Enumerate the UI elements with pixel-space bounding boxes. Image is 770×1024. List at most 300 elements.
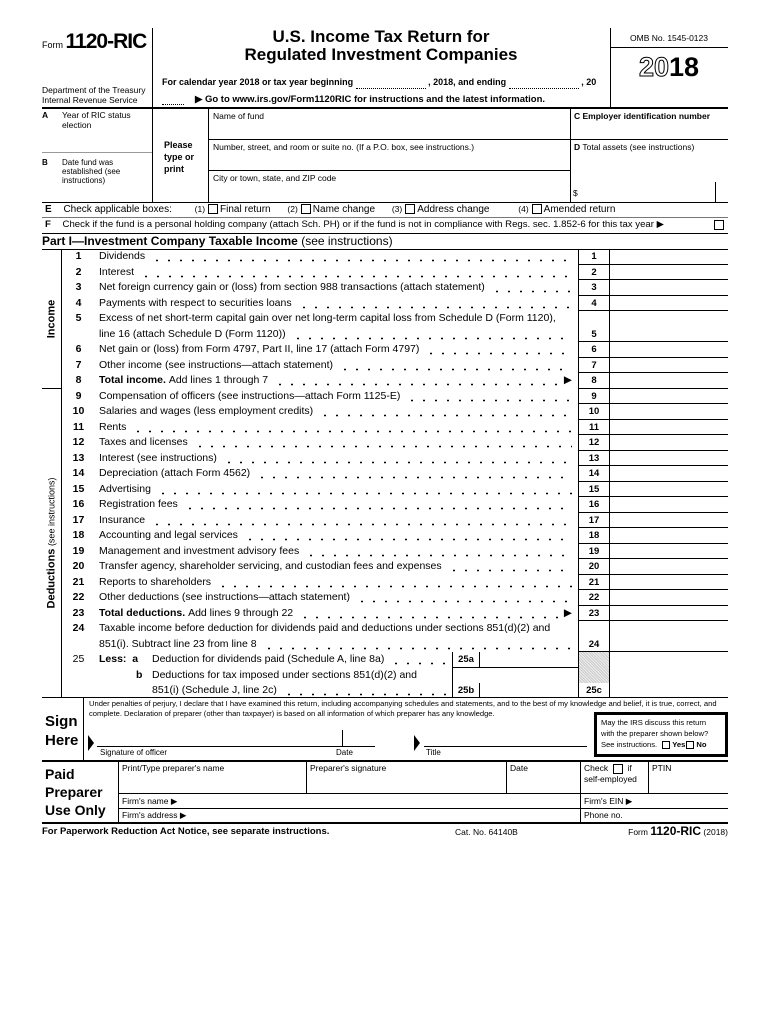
line-amount-field[interactable] [610, 296, 728, 312]
line-8 [62, 373, 728, 389]
personal-holding-checkbox[interactable] [714, 220, 724, 230]
preparer-signature-label: Preparer's signature [310, 763, 387, 773]
tax-year-end-label: , 2018, and ending [428, 77, 507, 87]
tax-year-20-label: , 20 [581, 77, 597, 87]
opt-num: (2) [287, 204, 298, 214]
title-label: Title [426, 748, 441, 757]
paid-preparer-title [45, 765, 106, 819]
line-text: Management and investment advisory fees [99, 544, 300, 557]
title-arrow-icon [414, 735, 420, 751]
line-amount-field[interactable] [610, 590, 728, 606]
part1-subtitle: (see instructions) [297, 234, 393, 248]
line-amount-field[interactable] [610, 544, 728, 560]
line-9 [62, 389, 728, 405]
line-text: Taxes and licenses [99, 436, 188, 448]
address-change-option[interactable] [392, 204, 490, 215]
preparer-name-label: Print/Type preparer's name [122, 763, 225, 773]
line-amount-field[interactable] [610, 342, 728, 358]
line-7 [62, 358, 728, 374]
footer-year: (2018) [703, 827, 728, 837]
line-number: 9 [75, 389, 82, 402]
line-description [95, 590, 578, 606]
line-text: Registration fees [99, 498, 178, 510]
tax-year-end-input[interactable] [509, 73, 579, 88]
line-18 [62, 528, 728, 544]
line-description [95, 497, 578, 513]
title-field[interactable] [424, 728, 587, 746]
form-label: Form [42, 40, 63, 50]
line-14 [62, 466, 728, 482]
tax-year-end-year-input[interactable] [162, 89, 184, 104]
if-label: if [627, 763, 632, 773]
preparer-text: Preparer [45, 784, 103, 800]
line-19 [62, 544, 728, 560]
line-amount-field[interactable] [610, 451, 728, 467]
line-amount-field[interactable] [610, 358, 728, 374]
signature-of-officer-label: Signature of officer [100, 748, 168, 757]
line-15 [62, 482, 728, 498]
line-amount-field[interactable] [610, 466, 728, 482]
line-amount-field[interactable] [610, 497, 728, 513]
line-description [95, 311, 578, 327]
line-text: Compensation of officers (see instructions—attach Form 1125-E) [99, 389, 401, 402]
deductions-label: Deductions [45, 548, 58, 609]
check-label: Check [584, 763, 609, 773]
form-number: 1120-RIC [65, 30, 147, 53]
line-25b-box: 25b [452, 683, 480, 698]
line-box-number: 18 [578, 528, 610, 544]
line-text: Depreciation (attach Form 4562) [99, 467, 251, 479]
preparer-date-field[interactable] [506, 761, 580, 793]
line-25c-amount[interactable] [610, 683, 728, 698]
phone-field[interactable] [580, 809, 728, 822]
line-number: 15 [72, 482, 85, 495]
dot-leader [339, 358, 572, 374]
line-25b-text-1: Deductions for tax imposed under sections 851(d)(2) and [152, 668, 417, 681]
final-return-label: Final return [220, 204, 271, 215]
dot-leader [356, 590, 572, 606]
paid-text: Paid [45, 766, 75, 782]
dot-leader [140, 265, 572, 281]
line-text: Net gain or (loss) from Form 4797, Part II, line 17 (attach Form 4797) [99, 343, 420, 355]
line-box-number: 16 [578, 497, 610, 513]
arrow-icon: ▶ [563, 374, 572, 386]
line-description [95, 544, 578, 560]
instructions-link[interactable]: ▶ Go to www.irs.gov/Form1120RIC for instructions and the latest information. [195, 94, 546, 105]
opt-num: (3) [391, 204, 403, 214]
line-24 [62, 637, 728, 653]
line-description [95, 389, 578, 405]
line-box-number: 23 [578, 606, 610, 622]
f-letter: F [45, 219, 51, 230]
field-b [42, 158, 152, 185]
personal-holding-row [45, 219, 728, 230]
arrow-icon: ▶ [563, 606, 572, 619]
line-box-number: 17 [578, 513, 610, 529]
ptin-field[interactable] [648, 761, 728, 793]
dot-leader [425, 342, 572, 358]
line-text: Taxable income before deduction for dividends paid and deductions under sections 851(d)(2) and [99, 622, 551, 634]
line-text: Rents [99, 420, 127, 433]
line-text: Add lines 1 through 7 [168, 374, 269, 386]
line-amount-field[interactable] [610, 575, 728, 591]
line-box-number: 7 [578, 358, 610, 374]
line-description [95, 435, 578, 451]
firm-name-label: Firm's name ▶ [122, 796, 178, 806]
line-number: 24 [72, 622, 85, 634]
line-description [95, 559, 578, 575]
line-number [62, 637, 95, 653]
dollar-sign: $ [573, 188, 578, 198]
line-box-number: 1 [578, 249, 610, 265]
line-description [95, 451, 578, 467]
line-22 [62, 590, 728, 606]
fund-name-label: Name of fund [213, 111, 265, 121]
line-text: Interest (see instructions) [99, 451, 217, 464]
dot-leader [298, 296, 572, 312]
d-label: Total assets (see instructions) [582, 142, 695, 152]
firm-name-field[interactable] [118, 794, 580, 808]
line-text: Other income (see instructions—attach statement) [99, 358, 334, 371]
footer-form-id [628, 824, 728, 838]
sign-here-title [45, 712, 78, 750]
line-amount-field[interactable] [610, 482, 728, 498]
e-letter: E [45, 204, 52, 215]
line-4 [62, 296, 728, 312]
line-text: Net foreign currency gain or (loss) from section 988 transactions (attach statement) [99, 281, 485, 293]
final-return-checkbox[interactable] [208, 204, 218, 214]
irs-discuss-text: May the IRS discuss this return with the preparer shown below? See instructions. [601, 718, 709, 749]
line-box-number: 12 [578, 435, 610, 451]
line-box-number: 22 [578, 590, 610, 606]
line-text: Other deductions (see instructions—attach statement) [99, 591, 350, 603]
line-number: 25 [72, 653, 85, 665]
line-number: 2 [75, 265, 82, 278]
b-label: Date fund was established (see instructions) [62, 158, 121, 185]
line-number: 11 [72, 420, 85, 433]
preparer-signature-field[interactable] [306, 761, 506, 793]
line-amount-field[interactable] [610, 606, 728, 622]
line-25 [62, 652, 728, 698]
tax-year-begin-input[interactable] [356, 73, 426, 88]
line-box-number: 3 [578, 280, 610, 296]
line-description [95, 466, 578, 482]
line-bold-text: Total deductions. [99, 606, 186, 619]
line-11 [62, 420, 728, 436]
address-change-label: Address change [417, 204, 490, 215]
line-number: 16 [72, 498, 85, 510]
line-amount-field[interactable] [610, 280, 728, 296]
dot-leader [448, 559, 572, 575]
deductions-section-label [42, 388, 62, 698]
self-employed-checkbox[interactable] [613, 764, 623, 774]
line-description [95, 404, 578, 420]
line-12 [62, 435, 728, 451]
officer-signature-field[interactable] [97, 728, 341, 746]
shaded-area [578, 652, 610, 683]
line-amount-field[interactable] [610, 559, 728, 575]
dot-leader [292, 327, 572, 343]
dot-leader [305, 544, 572, 560]
tax-year [610, 52, 728, 83]
line-number: 22 [72, 591, 85, 603]
line-1 [62, 249, 728, 265]
here-text: Here [45, 732, 79, 749]
line-number [62, 327, 95, 343]
irs-discuss-box [594, 712, 728, 757]
line-25a-box: 25a [452, 652, 480, 668]
line-description [95, 296, 578, 312]
line-description [95, 513, 578, 529]
line-amount-field[interactable] [610, 435, 728, 451]
field-a [42, 110, 152, 130]
line-description [95, 342, 578, 358]
line-25a-letter: a [132, 653, 139, 665]
line-text: Dividends [99, 250, 146, 262]
discuss-yes-checkbox[interactable] [662, 741, 670, 749]
line-number: 12 [72, 436, 85, 448]
line-box-number: 9 [578, 389, 610, 405]
tax-year-begin-label: For calendar year 2018 or tax year beginning [162, 77, 354, 87]
line-25a-amount[interactable] [480, 652, 578, 668]
amended-return-option[interactable] [518, 204, 615, 215]
department: Department of the Treasury [42, 85, 146, 95]
e-label: Check applicable boxes: [63, 204, 172, 215]
agency: Internal Revenue Service [42, 95, 138, 105]
line-2 [62, 265, 728, 281]
opt-num: (4) [518, 204, 529, 214]
line-amount-field[interactable] [610, 513, 728, 529]
line-box-number: 20 [578, 559, 610, 575]
line-20 [62, 559, 728, 575]
line-amount-field[interactable] [610, 637, 728, 653]
line-amount-field[interactable] [610, 420, 728, 436]
line-box-number: 11 [578, 420, 610, 436]
line-number: 17 [72, 513, 85, 526]
line-text: Interest [99, 265, 135, 278]
fund-name-field[interactable] [208, 109, 570, 139]
line-amount-field[interactable] [610, 249, 728, 265]
line-box-number: 15 [578, 482, 610, 498]
line-text: Insurance [99, 513, 146, 526]
line-box-number: 13 [578, 451, 610, 467]
signature-arrow-icon [88, 735, 94, 751]
line-24 [62, 621, 728, 637]
firm-address-field[interactable] [118, 809, 580, 822]
line-13 [62, 451, 728, 467]
line-amount-field[interactable] [610, 389, 728, 405]
line-number: 10 [72, 405, 85, 417]
line-text: Add lines 9 through 22 [188, 606, 294, 619]
line-text: Payments with respect to securities loans [99, 296, 292, 309]
city-field[interactable] [208, 171, 570, 202]
f-label: Check if the fund is a personal holding company (attach Sch. PH) or if the fund is not in compliance with Regs. sec. 1.852-6 for this tax year ▶ [62, 219, 664, 230]
line-text: line 16 (attach Schedule D (Form 1120)) [99, 327, 286, 340]
total-assets-field[interactable] [574, 142, 694, 152]
name-change-label: Name change [312, 204, 376, 215]
dot-leader [223, 451, 572, 467]
line-number: 23 [72, 606, 85, 619]
line-amount-field[interactable] [610, 528, 728, 544]
catalog-number: Cat. No. 64140B [455, 827, 518, 837]
line-number: 4 [75, 296, 82, 309]
b-letter: B [42, 158, 48, 167]
line-number: 13 [72, 451, 85, 464]
line-box-number: 14 [578, 466, 610, 482]
dot-leader [217, 575, 572, 591]
footer-form-label: Form [628, 827, 648, 837]
street-label: Number, street, and room or suite no. (If a P.O. box, see instructions.) [213, 142, 475, 152]
amended-return-checkbox[interactable] [532, 204, 542, 214]
line-5 [62, 327, 728, 343]
dot-leader [299, 606, 558, 622]
part1-title: Part I—Investment Company Taxable Income [42, 234, 298, 248]
line-17 [62, 513, 728, 529]
line-description [95, 265, 578, 281]
preparer-date-label: Date [510, 763, 528, 773]
line-box-number: 5 [578, 327, 610, 343]
opt-num: (1) [194, 204, 206, 214]
line-25c-box: 25c [578, 683, 610, 698]
year-outline: 20 [638, 52, 669, 82]
line-25b-letter: b [136, 668, 143, 681]
income-section-label [42, 249, 62, 388]
line-description [95, 358, 578, 374]
line-description [95, 637, 578, 653]
line-description [95, 327, 578, 343]
line-5 [62, 311, 728, 327]
line-number: 19 [72, 544, 85, 557]
line-description [95, 575, 578, 591]
line-description [95, 373, 578, 389]
dot-leader [319, 404, 572, 420]
line-description [95, 606, 578, 622]
line-number: 20 [72, 560, 85, 572]
deductions-sublabel: (see instructions) [46, 477, 57, 549]
line-text: 851(i). Subtract line 23 from line 8 [99, 637, 257, 650]
line-box-number: 2 [578, 265, 610, 281]
line-amount-field[interactable] [610, 404, 728, 420]
line-description [95, 482, 578, 498]
line-box-number: 21 [578, 575, 610, 591]
dot-leader [256, 466, 572, 482]
line-box-number: 19 [578, 544, 610, 560]
perjury-statement: Under penalties of perjury, I declare that I have examined this return, including accompanying schedules and statements, and to the best of my knowledge and belief, it is true, correct, and complete. Declaration of preparer (other than taxpayer) is based on all information of which preparer has any knowledge. [89, 699, 717, 718]
dot-leader [274, 373, 558, 389]
please-type-print: Please type or print [164, 140, 195, 174]
line-description [95, 420, 578, 436]
dot-leader [244, 528, 572, 544]
self-employed-check [584, 763, 649, 785]
omb-number: OMB No. 1545-0123 [630, 33, 708, 43]
dot-leader [194, 435, 572, 451]
line-amount-field [610, 311, 728, 327]
dot-leader [184, 497, 572, 513]
line-number: 7 [75, 358, 82, 371]
line-text: Accounting and legal services [99, 529, 238, 541]
footer-form-number: 1120-RIC [650, 824, 702, 838]
line-amount-field[interactable] [610, 327, 728, 343]
line-23 [62, 606, 728, 622]
title-line-1: U.S. Income Tax Return for [272, 27, 490, 46]
line-number: 8 [75, 374, 82, 386]
no-label: No [696, 740, 707, 749]
firm-address-label: Firm's address ▶ [122, 810, 187, 820]
line-description [95, 280, 578, 296]
city-label: City or town, state, and ZIP code [213, 173, 337, 183]
check-applicable-boxes [45, 204, 615, 215]
d-letter: D [574, 142, 581, 152]
line-box-number: 6 [578, 342, 610, 358]
ein-field[interactable]: C Employer identification number [574, 111, 711, 121]
name-change-option[interactable] [287, 204, 375, 215]
dot-leader [157, 482, 572, 498]
line-box-number: 24 [578, 637, 610, 653]
line-21 [62, 575, 728, 591]
sign-date-label: Date [336, 748, 353, 757]
line-description [95, 621, 578, 637]
line-amount-field[interactable] [610, 265, 728, 281]
line-text: Reports to shareholders [99, 575, 212, 588]
a-letter: A [42, 110, 49, 120]
line-box-number [578, 311, 610, 327]
line-number: 14 [72, 467, 85, 479]
dot-leader [151, 513, 572, 529]
line-amount-field [610, 621, 728, 637]
final-return-option[interactable] [195, 204, 271, 215]
dot-leader [491, 280, 572, 296]
line-10 [62, 404, 728, 420]
name-change-checkbox[interactable] [301, 204, 311, 214]
line-bold-text: Total income. [99, 374, 166, 386]
sign-text: Sign [45, 713, 78, 730]
line-3 [62, 280, 728, 296]
yes-label: Yes [672, 740, 686, 749]
form-id-block [42, 30, 152, 107]
line-text: Advertising [99, 482, 151, 495]
a-label: Year of RIC status election [62, 110, 131, 130]
line-description [95, 249, 578, 265]
line-description [95, 528, 578, 544]
part1-header [42, 234, 393, 248]
line-box-number: 10 [578, 404, 610, 420]
firm-ein-label: Firm's EIN ▶ [584, 796, 633, 806]
line-box-number: 8 [578, 373, 610, 389]
line-6 [62, 342, 728, 358]
preparer-name-field[interactable] [118, 761, 306, 793]
paperwork-notice: For Paperwork Reduction Act Notice, see separate instructions. [42, 826, 330, 837]
line-box-number: 4 [578, 296, 610, 312]
line-number: 6 [75, 343, 82, 355]
line-text: Salaries and wages (less employment credits) [99, 405, 314, 417]
ptin-label: PTIN [652, 763, 672, 773]
dot-leader [151, 249, 572, 265]
line-number: 1 [75, 250, 82, 262]
line-amount-field[interactable] [610, 373, 728, 389]
line-box-number [578, 621, 610, 637]
address-change-checkbox[interactable] [405, 204, 415, 214]
self-employed-label: self-employed [584, 774, 637, 784]
discuss-no-checkbox[interactable] [686, 741, 694, 749]
line-25b-text-2: 851(i) (Schedule J, line 2c) [152, 684, 277, 696]
firm-ein-field[interactable] [580, 794, 728, 808]
income-label: Income [45, 299, 58, 338]
dot-leader [406, 389, 572, 405]
street-field[interactable] [208, 140, 570, 170]
line-25b-amount[interactable] [480, 683, 578, 698]
title-line-2: Regulated Investment Companies [244, 45, 518, 64]
use-only-text: Use Only [45, 802, 106, 818]
